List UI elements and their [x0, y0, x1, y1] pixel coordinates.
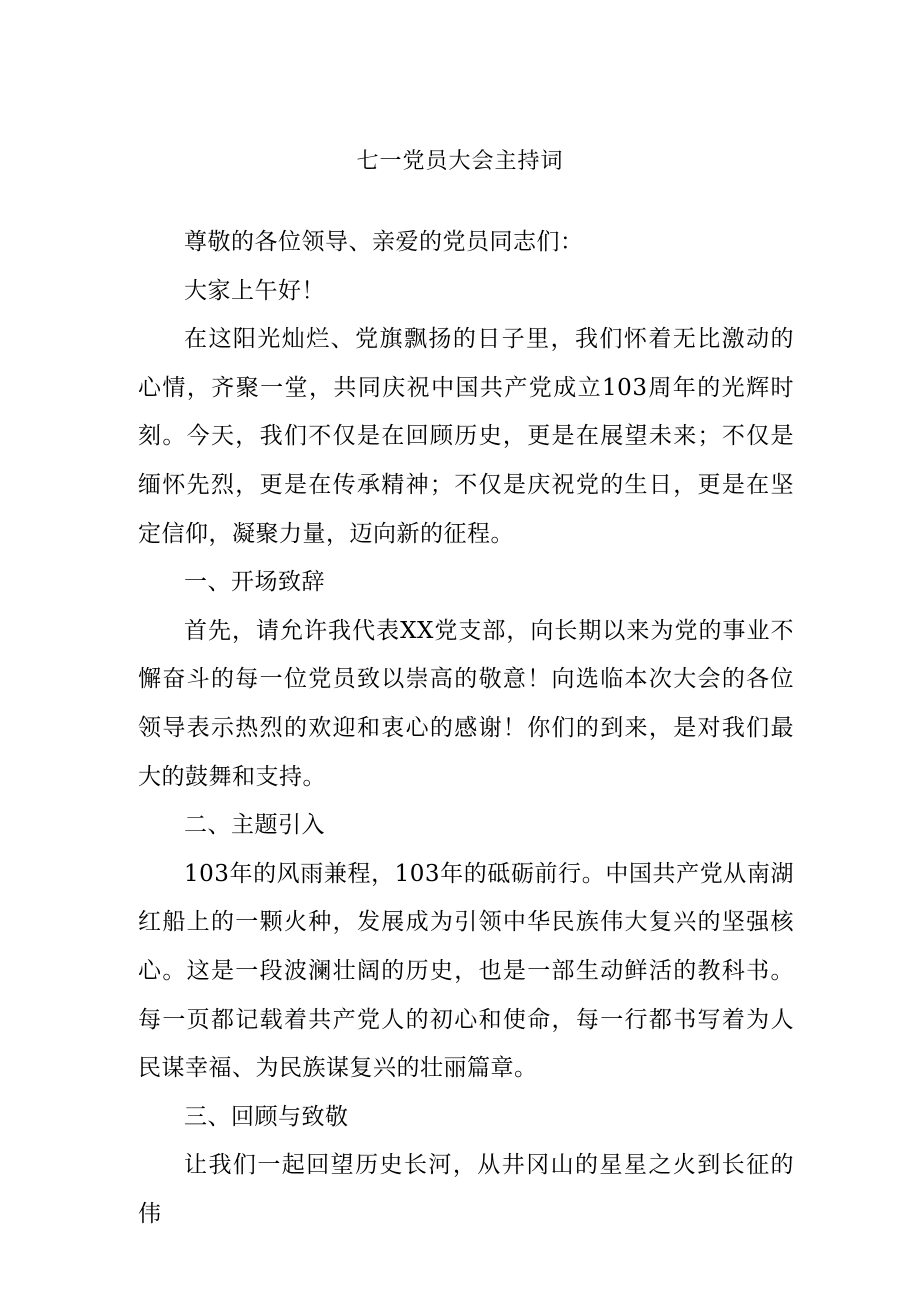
section-heading-opening: 一、开场致辞: [184, 569, 325, 596]
greeting-paragraph: 尊敬的各位领导、亲爱的党员同志们：: [184, 229, 584, 255]
document-title: 七一党员大会主持词: [356, 149, 564, 174]
section-heading-theme: 二、主题引入: [184, 812, 325, 839]
intro-paragraph: 在这阳光灿烂、党旗飘扬的日子里，我们怀着无比激动的心情，齐聚一堂，共同庆祝中国共产党成立103周年的光辉时刻。今天，我们不仅是在回顾历史，更是在展望未来；不仅是缅怀先烈，更是在传承精神；不仅是庆祝党的生日，更是在坚定信仰，凝聚力量，迈向新的征程。: [138, 326, 794, 547]
section-heading-review: 三、回顾与致敬: [184, 1103, 349, 1130]
document-body: [138, 218, 794, 1238]
review-paragraph: 让我们一起回望历史长河，从井冈山的星星之火到长征的伟: [138, 1152, 794, 1227]
salutation-paragraph: 大家上午好！: [184, 277, 325, 304]
opening-paragraph: 首先，请允许我代表XX党支部，向长期以来为党的事业不懈奋斗的每一位党员致以崇高的敬意！向选临本次大会的各位领导表示热烈的欢迎和衷心的感谢！你们的到来，是对我们最大的鼓舞和支持。: [138, 617, 794, 790]
theme-paragraph: 103年的风雨兼程，103年的砥砺前行。中国共产党从南湖红船上的一颗火种，发展成为引领中华民族伟大复兴的坚强核心。这是一段波澜壮阔的历史，也是一部生动鲜活的教科书。每一页都记载着共产党人的初心和使命，每一行都书写着为人民谋幸福、为民族谋复兴的壮丽篇章。: [138, 860, 794, 1082]
